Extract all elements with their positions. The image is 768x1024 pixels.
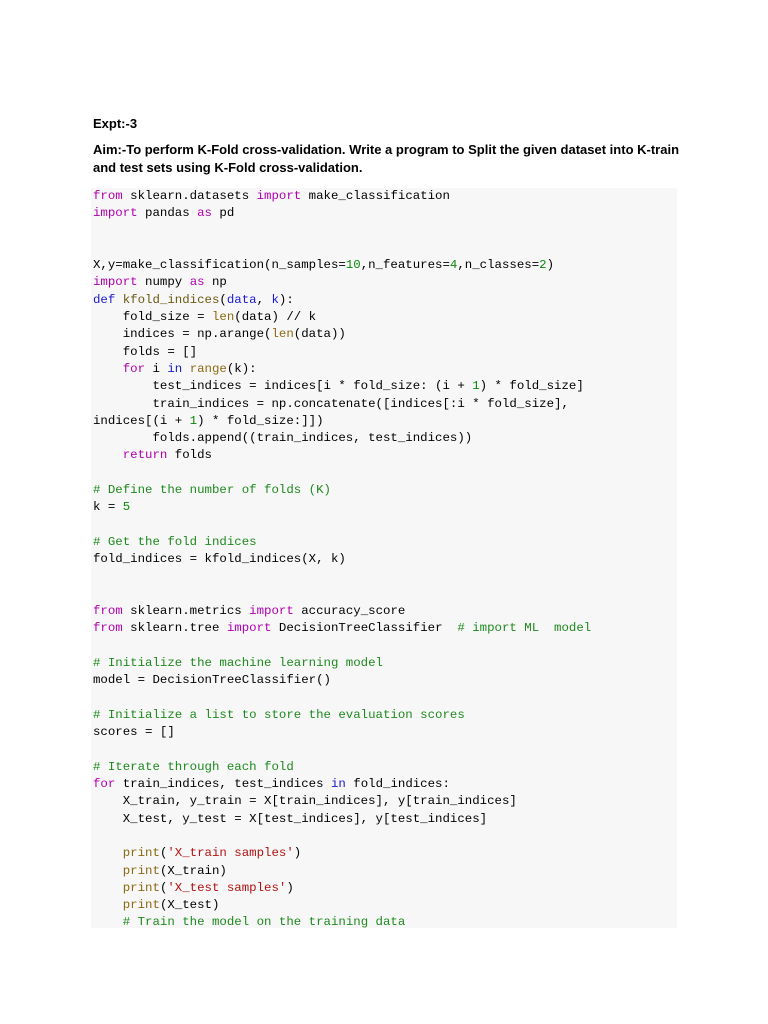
code-token: (data))	[293, 327, 346, 342]
code-token: 'X_train samples'	[167, 846, 294, 861]
code-token: # import ML model	[457, 621, 592, 636]
code-token: in	[167, 361, 183, 376]
code-token: train_indices = np.concatenate([indices[:i * fold_size],	[93, 396, 569, 411]
code-token: from	[93, 604, 123, 619]
code-token: folds.append((train_indices, test_indices))	[93, 431, 473, 446]
code-token	[93, 448, 123, 462]
code-token: import	[249, 604, 294, 619]
code-token: (k):	[226, 361, 257, 376]
code-token: (	[219, 292, 227, 307]
code-token: (data) // k	[234, 310, 317, 325]
code-token: print	[122, 880, 160, 895]
code-token: pandas	[137, 206, 198, 221]
code-token: i	[145, 361, 168, 376]
code-token: # Initialize a list to store the evaluation scores	[93, 707, 465, 722]
code-token	[93, 362, 123, 376]
code-token: accuracy_score	[293, 604, 406, 619]
code-token: fold_indices = kfold_indices(X, k)	[93, 552, 346, 567]
code-token: 10	[345, 258, 361, 273]
code-token: (X_train)	[159, 863, 227, 878]
code-token: 1	[189, 413, 198, 428]
code-token: ,	[256, 292, 272, 307]
code-line	[93, 569, 683, 586]
code-token	[115, 293, 122, 307]
code-token: 'X_test samples'	[167, 880, 287, 895]
code-token: # Train the model on the training data	[122, 915, 406, 930]
code-token	[93, 915, 123, 929]
code-token: (	[159, 880, 168, 895]
code-token: 1	[472, 379, 480, 394]
code-token: return	[122, 448, 168, 463]
code-line	[93, 759, 683, 776]
code-token: (	[159, 846, 168, 861]
code-token: numpy	[137, 275, 190, 290]
code-token: import	[93, 275, 138, 290]
code-token: print	[122, 863, 160, 878]
code-token: test_indices = indices[i * fold_size: (i +	[93, 379, 473, 394]
code-line	[93, 205, 683, 222]
code-line	[93, 517, 683, 534]
code-line	[93, 413, 683, 430]
code-token: k	[271, 292, 279, 307]
code-token	[93, 846, 123, 860]
code-line	[93, 828, 683, 845]
code-token: sklearn.tree	[122, 621, 227, 636]
code-token: (X_test)	[159, 898, 220, 913]
code-token: # Initialize the machine learning model	[93, 656, 383, 671]
code-token: for	[122, 361, 146, 376]
code-token: )	[286, 880, 294, 895]
code-token: print	[122, 846, 160, 861]
code-line	[93, 845, 683, 862]
code-token: sklearn.metrics	[122, 604, 250, 619]
code-line	[93, 880, 683, 897]
code-token: as	[197, 206, 212, 221]
code-token: scores = []	[93, 725, 175, 740]
code-line	[93, 326, 683, 343]
code-token: # Get the fold indices	[93, 534, 257, 549]
code-token: )	[293, 846, 302, 861]
code-line	[93, 482, 683, 499]
code-line	[93, 551, 683, 568]
code-token: folds	[167, 448, 212, 463]
code-line	[93, 742, 683, 759]
code-token: import	[256, 189, 302, 203]
code-line	[93, 863, 683, 880]
code-line	[93, 620, 683, 637]
code-line	[93, 776, 683, 793]
code-token: data	[226, 292, 257, 307]
code-token: in	[330, 777, 346, 792]
code-token: X_test, y_test = X[test_indices], y[test_indices]	[93, 811, 488, 826]
code-token: folds = []	[93, 344, 198, 359]
code-token: sklearn.datasets	[122, 189, 257, 203]
code-listing	[93, 188, 683, 932]
code-line	[93, 188, 683, 205]
code-line	[93, 655, 683, 672]
code-line	[93, 223, 683, 240]
aim-statement: Aim:-To perform K-Fold cross-validation. Write a program to Split the given dataset into K-train and test sets using K-Fold cross-validation.	[93, 142, 680, 175]
code-line	[93, 690, 683, 707]
code-token: X_train, y_train = X[train_indices], y[train_indices]	[93, 794, 517, 809]
code-token: train_indices, test_indices	[115, 777, 331, 792]
code-token: len	[271, 327, 294, 342]
code-token: ,n_features=	[360, 258, 450, 273]
code-token: range	[189, 361, 227, 376]
code-token	[182, 362, 189, 376]
code-token: ):	[278, 292, 294, 307]
code-token: from	[93, 621, 123, 636]
code-line	[93, 638, 683, 655]
code-line	[93, 724, 683, 741]
code-token: 2	[539, 258, 547, 273]
code-token: # Iterate through each fold	[93, 759, 294, 774]
code-token: np	[204, 275, 227, 290]
code-line	[93, 707, 683, 724]
code-token: len	[211, 310, 235, 325]
code-line	[93, 274, 683, 291]
code-line	[93, 897, 683, 914]
code-token: for	[93, 777, 116, 792]
code-line	[93, 793, 683, 810]
code-token: from	[93, 189, 123, 203]
code-token: pd	[212, 206, 235, 221]
code-line	[93, 586, 683, 603]
code-token: print	[122, 898, 160, 913]
code-token	[93, 864, 123, 878]
code-token: ) * fold_size:]])	[197, 413, 324, 428]
code-token	[93, 881, 123, 895]
code-token: import	[93, 206, 138, 221]
code-line	[93, 344, 683, 361]
code-line	[93, 309, 683, 326]
code-token: make_classification	[301, 189, 450, 203]
code-token: model = DecisionTreeClassifier()	[93, 673, 331, 688]
code-line	[93, 914, 683, 931]
code-token: )	[546, 258, 555, 273]
code-token: ,n_classes=	[457, 258, 540, 273]
code-token: fold_size =	[93, 310, 212, 325]
code-line	[93, 257, 683, 274]
code-token: indices = np.arange(	[93, 327, 272, 342]
code-line	[93, 603, 683, 620]
code-line	[93, 292, 683, 309]
code-token: ) * fold_size]	[479, 379, 584, 394]
code-token: k =	[93, 500, 123, 515]
code-line	[93, 447, 683, 464]
code-line	[93, 240, 683, 257]
code-token	[93, 898, 123, 912]
code-line	[93, 534, 683, 551]
code-token: kfold_indices	[122, 292, 220, 307]
code-line	[93, 811, 683, 828]
code-line	[93, 378, 683, 395]
code-token: indices[(i +	[93, 413, 190, 428]
code-token: X,y=make_classification(n_samples=	[93, 258, 346, 273]
code-token: 4	[449, 258, 458, 273]
code-line	[93, 361, 683, 378]
code-line	[93, 499, 683, 516]
code-token: as	[189, 275, 205, 290]
code-token: # Define the number of folds (K)	[93, 483, 331, 498]
code-line	[93, 672, 683, 689]
code-token: import	[226, 621, 272, 636]
code-line	[93, 430, 683, 447]
experiment-label: Expt:-3	[93, 116, 138, 131]
code-line	[93, 396, 683, 413]
code-token: fold_indices:	[345, 777, 450, 792]
code-token: DecisionTreeClassifier	[271, 621, 458, 636]
code-token: def	[93, 292, 116, 307]
code-line	[93, 465, 683, 482]
code-token: 5	[122, 500, 131, 515]
